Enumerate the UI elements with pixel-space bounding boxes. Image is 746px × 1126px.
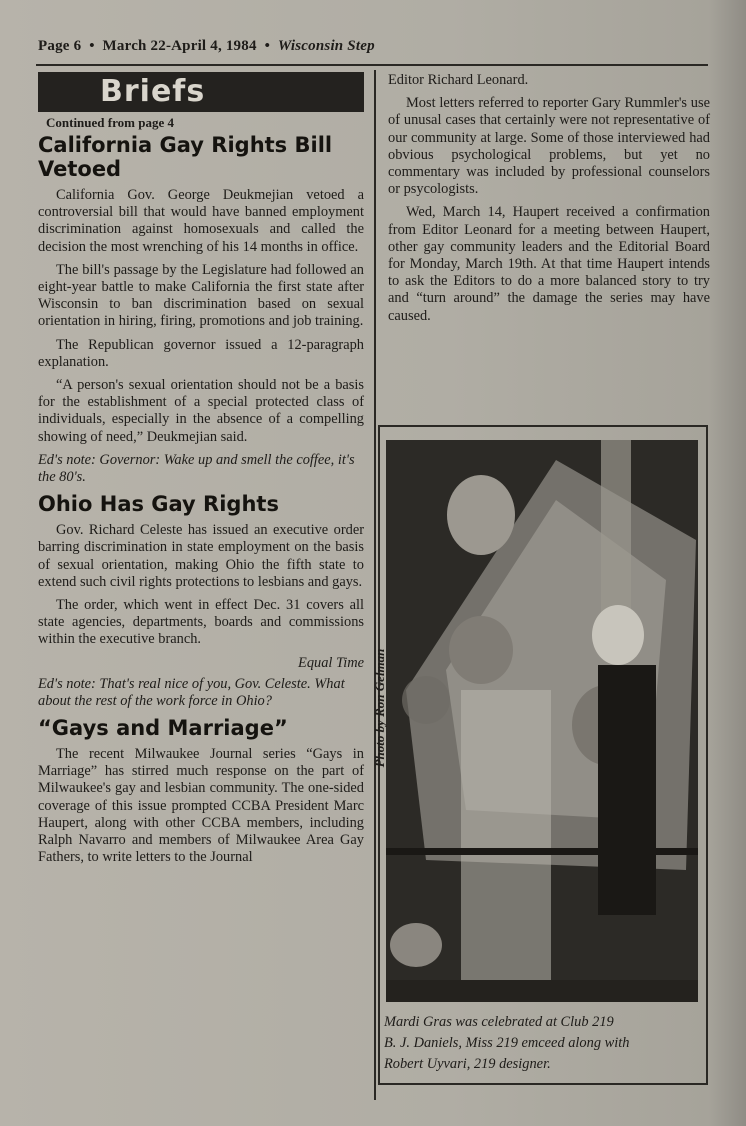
caption-line: Mardi Gras was celebrated at Club 219 [384, 1014, 614, 1030]
paragraph: Most letters referred to reporter Gary Rummler's use of unusal cases that certainly were not representative of our community at large. Some of those interviewed had obvious psychological problems, but yet no commentary was included by professional counselors or psycologists. [388, 95, 710, 198]
separator: • [264, 38, 271, 54]
continued-note: Continued from page 4 [46, 115, 174, 130]
paragraph: The Republican governor issued a 12-paragraph explanation. [38, 336, 364, 370]
publication-name: Wisconsin Step [277, 38, 375, 54]
right-column [388, 72, 710, 331]
page-number: Page 6 [38, 38, 82, 54]
mardi-gras-photo [386, 440, 698, 1002]
caption-line: B. J. Daniels, Miss 219 emceed along with [384, 1035, 630, 1051]
paragraph: The recent Milwaukee Journal series “Gays in Marriage” has stirred much response on the part of Milwaukee's gay and lesbian community. The one-sided coverage of this issue prompted CCBA President Marc Haupert, along with other CCBA members, including Ralph Navarro and members of Milwaukee Area Gay Fathers, to write letters to the Journal [38, 746, 364, 866]
briefs-banner: Briefs [38, 72, 364, 112]
paragraph: Gov. Richard Celeste has issued an executive order barring discrimination in state employment on the basis of sexual orientation, making Ohio the fifth state to extend such civil rights protections to lesbians and gays. [38, 522, 364, 590]
paragraph: “A person's sexual orientation should not be a basis for the establishment of a special protected class of individuals, especially in the absence of a compelling showing of need,” Deukmejian said. [38, 377, 364, 445]
headline-california: California Gay Rights Bill Vetoed [38, 133, 333, 181]
masthead [38, 38, 708, 55]
editors-note: Ed's note: That's real nice of you, Gov. Celeste. What about the rest of the work force in Ohio? [38, 675, 345, 709]
attribution: Equal Time [298, 654, 364, 671]
headline-ohio: Ohio Has Gay Rights [38, 492, 279, 517]
top-rule [36, 64, 708, 66]
caption-line: Robert Uyvari, 219 designer. [384, 1056, 551, 1072]
photo-credit-wrap [360, 610, 390, 810]
photo-caption [384, 1012, 700, 1075]
left-column [38, 72, 364, 873]
headline-marriage: “Gays and Marriage” [38, 716, 288, 741]
paragraph: Editor Richard Leonard. [388, 72, 529, 88]
paragraph: The order, which went in effect Dec. 31 covers all state agencies, departments, boards and commissions within the executive branch. [38, 597, 364, 648]
editors-note: Ed's note: Governor: Wake up and smell the coffee, it's the 80's. [38, 451, 355, 486]
photo-illustration [386, 440, 698, 1002]
paragraph: The bill's passage by the Legislature had followed an eight-year battle to make California the first state after Wisconsin to ban discrimination based on sexual orientation in hiring, firing, promotions and job training. [38, 261, 364, 330]
photo-credit: Photo by Ron Gelman [372, 648, 387, 768]
separator: • [89, 38, 95, 54]
paragraph: California Gov. George Deukmejian vetoed a controversial bill that would have banned employment discrimination against homosexuals and called the decision the most wrenching of his 14 months in office. [38, 187, 364, 255]
column-divider [374, 70, 376, 1100]
paragraph: Wed, March 14, Haupert received a confirmation from Editor Leonard for a meeting between Haupert, other gay community leaders and the Editorial Board for Monday, March 19th. At that time Haupert intends to ask the Editors to do a more balanced story to try and “turn around” the damage the series may have caused. [388, 204, 710, 324]
issue-date: March 22-April 4, 1984 [102, 38, 257, 54]
